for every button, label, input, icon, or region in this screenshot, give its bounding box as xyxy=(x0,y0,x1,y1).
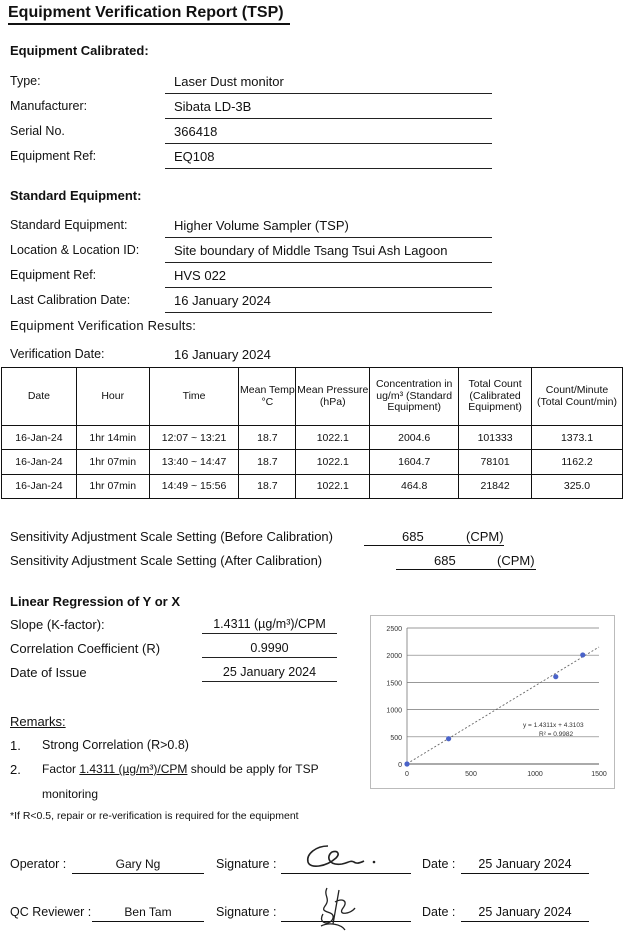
table-cell: 16-Jan-24 xyxy=(2,474,77,498)
table-cell: 1373.1 xyxy=(532,426,623,450)
signoff-date-rule xyxy=(461,921,589,922)
calibrated-row-underline xyxy=(165,118,492,119)
data-point xyxy=(446,736,451,741)
standard-row-value: HVS 022 xyxy=(174,268,227,283)
standard-row-label: Location & Location ID: xyxy=(10,243,140,257)
table-cell: 1022.1 xyxy=(296,426,370,450)
data-point xyxy=(553,674,558,679)
table-cell: 13:40 ~ 14:47 xyxy=(149,450,239,474)
remark-1-number: 1. xyxy=(10,738,21,753)
table-cell: 18.7 xyxy=(239,474,296,498)
table-cell: 325.0 xyxy=(532,474,623,498)
trend-line xyxy=(407,647,599,764)
regression-row-value: 25 January 2024 xyxy=(222,665,317,679)
calibrated-row-value: Sibata LD-3B xyxy=(174,99,252,114)
col-header-total-count: Total Count (Calibrated Equipment) xyxy=(459,368,532,426)
signoff-date: 25 January 2024 xyxy=(478,905,572,919)
verification-date-label: Verification Date: xyxy=(10,347,105,361)
calibrated-row-underline xyxy=(165,143,492,144)
y-tick-label: 1500 xyxy=(386,680,402,688)
signoff-date-rule xyxy=(461,873,589,874)
table-cell: 12:07 ~ 13:21 xyxy=(149,426,239,450)
remark-2-line2: monitoring xyxy=(42,787,99,801)
standard-row-label: Equipment Ref: xyxy=(10,268,97,282)
col-header-concentration: Concentration in ug/m³ (Standard Equipment) xyxy=(370,368,459,426)
x-tick-label: 1000 xyxy=(527,771,543,778)
table-cell: 464.8 xyxy=(370,474,459,498)
regression-row-label: Correlation Coefficient (R) xyxy=(10,641,161,656)
x-tick-label: 0 xyxy=(405,771,409,778)
calibrated-row-label: Manufacturer: xyxy=(10,99,88,113)
regression-row-underline xyxy=(202,681,337,682)
table-cell: 1604.7 xyxy=(370,450,459,474)
signoff-name: Gary Ng xyxy=(115,857,161,871)
regression-chart-svg xyxy=(371,616,614,788)
calibrated-row-value: 366418 xyxy=(174,124,218,139)
table-cell: 16-Jan-24 xyxy=(2,450,77,474)
data-point xyxy=(404,761,409,766)
calibrated-row-underline xyxy=(165,168,492,169)
sensitivity-after-label: Sensitivity Adjustment Scale Setting (After Calibration) xyxy=(10,553,323,568)
sensitivity-before-rule xyxy=(364,545,504,546)
signoff-signature-label: Signature : xyxy=(216,905,277,919)
standard-row-value: 16 January 2024 xyxy=(174,293,271,308)
signoff-date-label: Date : xyxy=(422,905,456,919)
signoff-role-label: Operator : xyxy=(10,857,67,871)
y-tick-label: 0 xyxy=(398,762,402,769)
sensitivity-before-unit: (CPM) xyxy=(466,529,504,544)
col-header-hour: Hour xyxy=(76,368,149,426)
y-tick-label: 2000 xyxy=(386,653,402,661)
verification-date-value: 16 January 2024 xyxy=(174,347,271,362)
signoff-date: 25 January 2024 xyxy=(478,857,572,871)
signoff-name-rule xyxy=(92,921,204,922)
results-table xyxy=(1,367,623,499)
sensitivity-after-rule xyxy=(396,569,536,570)
calibrated-row-value: EQ108 xyxy=(174,149,215,164)
remark-2-post: should be apply for TSP xyxy=(187,762,319,776)
calibrated-row-value: Laser Dust monitor xyxy=(174,74,284,89)
table-cell: 78101 xyxy=(459,450,532,474)
standard-row-underline xyxy=(165,312,492,313)
standard-row-value: Site boundary of Middle Tsang Tsui Ash Lagoon xyxy=(174,243,448,258)
remarks-heading: Remarks: xyxy=(10,714,66,729)
table-cell: 101333 xyxy=(459,426,532,450)
table-cell: 18.7 xyxy=(239,450,296,474)
table-cell: 1022.1 xyxy=(296,450,370,474)
regression-row-label: Slope (K-factor): xyxy=(10,617,105,632)
y-tick-label: 2500 xyxy=(386,626,402,633)
standard-row-label: Last Calibration Date: xyxy=(10,293,131,307)
standard-row-value: Higher Volume Sampler (TSP) xyxy=(174,218,349,233)
remark-2-pre: Factor xyxy=(42,762,80,776)
col-header-time: Time xyxy=(149,368,239,426)
regression-row-value: 1.4311 (µg/m³)/CPM xyxy=(213,617,326,631)
results-heading: Equipment Verification Results: xyxy=(10,318,197,333)
trend-equation: y = 1.4311x + 4.3103 xyxy=(523,722,584,729)
data-point xyxy=(580,652,585,657)
table-cell: 16-Jan-24 xyxy=(2,426,77,450)
remark-2-number: 2. xyxy=(10,762,21,777)
report-title: Equipment Verification Report (TSP) xyxy=(8,4,284,21)
standard-row-underline xyxy=(165,287,492,288)
regression-row-underline xyxy=(202,633,337,634)
table-cell: 2004.6 xyxy=(370,426,459,450)
regression-row-label: Date of Issue xyxy=(10,665,87,680)
calibrated-row-underline xyxy=(165,93,492,94)
remark-1-text: Strong Correlation (R>0.8) xyxy=(42,738,189,752)
col-header-temp: Mean Temp °C xyxy=(239,368,296,426)
r-squared-label: R² = 0.9982 xyxy=(539,731,574,738)
sensitivity-after-value: 685 xyxy=(434,553,456,568)
standard-row-label: Standard Equipment: xyxy=(10,218,128,232)
reviewer-signature xyxy=(305,884,367,932)
regression-heading: Linear Regression of Y or X xyxy=(10,594,181,609)
x-tick-label: 500 xyxy=(465,771,477,778)
table-cell: 18.7 xyxy=(239,426,296,450)
sensitivity-after-unit: (CPM) xyxy=(497,553,535,568)
table-cell: 1022.1 xyxy=(296,474,370,498)
calibrated-heading: Equipment Calibrated: xyxy=(10,43,149,58)
signoff-name-rule xyxy=(72,873,204,874)
y-tick-label: 500 xyxy=(390,734,402,742)
sensitivity-before-label: Sensitivity Adjustment Scale Setting (Before Calibration) xyxy=(10,529,333,544)
remark-2-text xyxy=(42,762,319,776)
regression-row-underline xyxy=(202,657,337,658)
regression-chart xyxy=(370,615,615,789)
remarks-note: *If R<0.5, repair or re-verification is required for the equipment xyxy=(10,810,299,822)
remark-2-factor: 1.4311 (µg/m³)/CPM xyxy=(79,762,188,776)
x-tick-label: 1500 xyxy=(591,771,607,778)
calibrated-row-label: Equipment Ref: xyxy=(10,149,97,163)
signoff-signature-label: Signature : xyxy=(216,857,277,871)
table-cell: 14:49 ~ 15:56 xyxy=(149,474,239,498)
y-tick-label: 1000 xyxy=(386,707,402,715)
sensitivity-before-value: 685 xyxy=(402,529,424,544)
standard-row-underline xyxy=(165,237,492,238)
regression-row-value: 0.9990 xyxy=(250,641,289,655)
signoff-date-label: Date : xyxy=(422,857,456,871)
table-cell: 21842 xyxy=(459,474,532,498)
standard-heading: Standard Equipment: xyxy=(10,188,142,203)
calibrated-row-label: Type: xyxy=(10,74,41,88)
table-cell: 1hr 14min xyxy=(76,426,149,450)
col-header-pressure: Mean Pressure (hPa) xyxy=(296,368,370,426)
table-cell: 1hr 07min xyxy=(76,474,149,498)
table-row xyxy=(2,474,623,498)
signoff-role-label: QC Reviewer : xyxy=(10,905,92,919)
table-cell: 1162.2 xyxy=(532,450,623,474)
title-underline xyxy=(8,23,290,25)
table-row xyxy=(2,426,623,450)
col-header-date: Date xyxy=(2,368,77,426)
calibrated-row-label: Serial No. xyxy=(10,124,65,138)
signoff-name: Ben Tam xyxy=(124,905,172,919)
table-row xyxy=(2,450,623,474)
table-cell: 1hr 07min xyxy=(76,450,149,474)
standard-row-underline xyxy=(165,262,492,263)
operator-signature xyxy=(298,836,390,874)
col-header-count-per-minute: Count/Minute (Total Count/min) xyxy=(532,368,623,426)
